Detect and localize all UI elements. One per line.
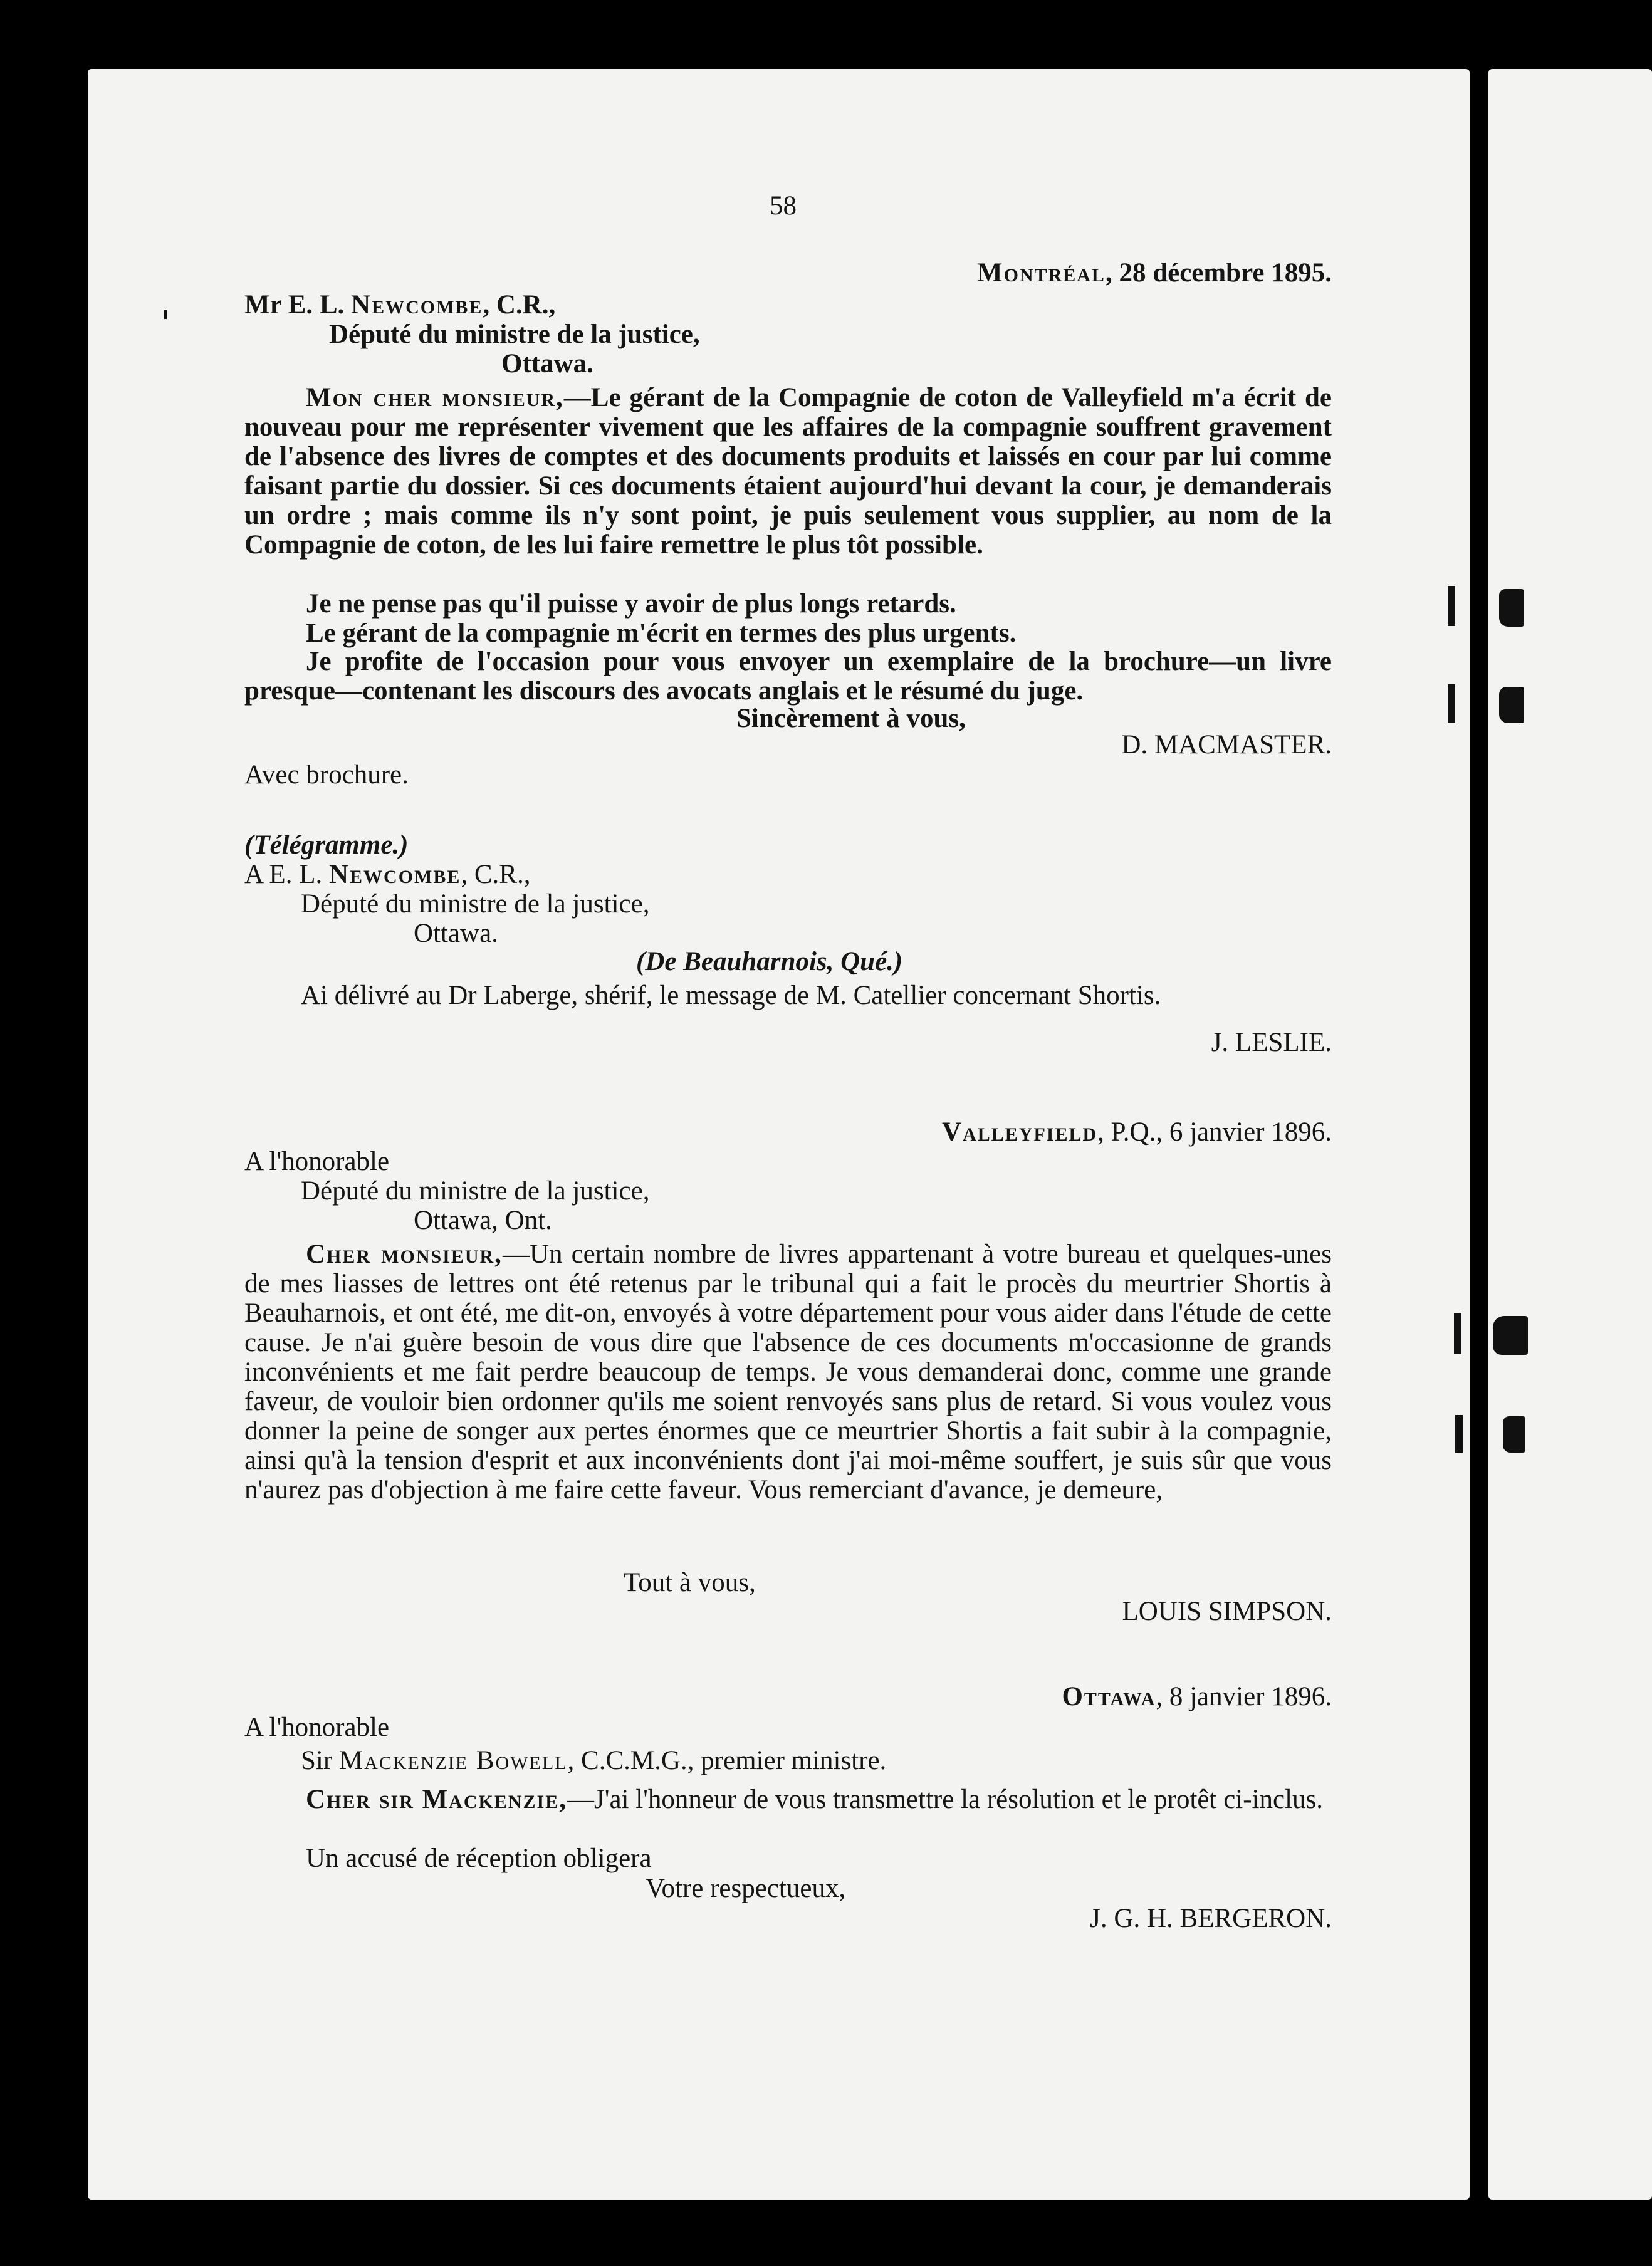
telegram-city: Ottawa. — [414, 919, 498, 948]
margin-mark — [1493, 1316, 1528, 1355]
letter2-body: —Un certain nombre de livres appartenant à votre bureau et quelques-unes de mes liasses de lettres ont été retenus par le tribunal qui a fait le procès du meurtrier Shortis à Beauharnois, et ont été, me dit-on, envoyés à votre département pour vous aider dans l'étude de cette cause. Je n'ai guère besoin de vous dire que l'absence de ces documents m'occasionne de grands inconvénients et me fait perdre beaucoup de temps. Je vous demanderai donc, comme une grande faveur, de vouloir bien ordonner qu'ils me soient renvoyés sans plus de retard. Si vous voulez vous donner la peine de songer aux pertes énormes que ce meurtrier Shortis a fait subir à la compagnie, ainsi qu'à la tension d'esprit et aux inconvénients dont j'ai moi-même souffert, je suis sûr que vous n'aurez pas d'objection à me faire cette faveur. Vous remerciant d'avance, je demeure, — [244, 1240, 1332, 1505]
margin-mark — [1503, 1416, 1525, 1453]
telegram-recipient-name: Newcombe — [328, 860, 461, 889]
letter1-p4: Je profite de l'occasion pour vous envoyer un exemplaire de la brochure—un livre presque—contenant les discours des avocats anglais et le résumé du juge. — [244, 647, 1332, 706]
letter3-addressee-prefix: Sir — [301, 1746, 339, 1775]
letter1-recipient — [244, 290, 555, 320]
telegram-role: Député du ministre de la justice, — [301, 889, 650, 919]
margin-mark — [1448, 586, 1455, 626]
page-number: 58 — [770, 191, 797, 221]
margin-mark — [1454, 1313, 1461, 1354]
adjacent-page-edge — [1488, 69, 1652, 2200]
letter1-place: Montréal — [976, 258, 1106, 288]
letter3-body: —J'ai l'honneur de vous transmettre la résolution et le protêt ci-inclus. — [567, 1785, 1324, 1814]
letter2-paragraph — [244, 1240, 1332, 1505]
letter3-dateline — [1062, 1682, 1332, 1711]
letter1-recipient-prefix: Mr E. L. — [244, 290, 352, 320]
telegram-signature: J. LESLIE. — [1211, 1028, 1332, 1057]
letter3-addressee — [301, 1746, 886, 1775]
letter1-enclosure: Avec brochure. — [244, 760, 409, 790]
letter1-signature: D. MACMASTER. — [1121, 730, 1332, 760]
letter1-date: , 28 décembre 1895. — [1105, 258, 1332, 288]
letter3-addressee-suffix: , C.C.M.G., premier ministre. — [567, 1746, 887, 1775]
letter3-salutation: Cher sir Mackenzie, — [306, 1785, 567, 1814]
margin-mark — [1448, 684, 1455, 723]
letter1-closing: Sincèrement à vous, — [736, 704, 966, 733]
letter3-closing: Votre respectueux, — [646, 1874, 846, 1903]
margin-mark — [1455, 1415, 1463, 1453]
letter3-date: , 8 janvier 1896. — [1156, 1682, 1332, 1711]
margin-mark — [164, 310, 167, 319]
letter3-place: Ottawa — [1062, 1682, 1156, 1711]
letter1-paragraph — [244, 383, 1332, 560]
letter1-p2: Je ne pense pas qu'il puisse y avoir de plus longs retards. — [306, 589, 956, 619]
letter2-signature: LOUIS SIMPSON. — [1122, 1597, 1332, 1626]
letter3-signature: J. G. H. BERGERON. — [1090, 1904, 1332, 1933]
telegram-body: Ai délivré au Dr Laberge, shérif, le message de M. Catellier concernant Shortis. — [301, 981, 1161, 1010]
letter1-city: Ottawa. — [501, 349, 593, 379]
letter1-role: Député du ministre de la justice, — [329, 320, 700, 349]
letter2-salutation: Cher monsieur, — [306, 1240, 503, 1269]
letter2-closing: Tout à vous, — [624, 1568, 756, 1597]
margin-mark — [1499, 589, 1524, 627]
letter1-dateline — [977, 258, 1332, 288]
telegram-origin: (De Beauharnois, Qué.) — [636, 947, 903, 976]
letter3-p2: Un accusé de réception obligera — [306, 1844, 652, 1873]
letter1-salutation: Mon cher monsieur, — [306, 383, 564, 412]
letter1-recipient-suffix: , C.R., — [483, 290, 556, 320]
letter1-p3: Le gérant de la compagnie m'écrit en termes des plus urgents. — [306, 619, 1017, 648]
telegram-recipient-suffix: , C.R., — [461, 860, 531, 889]
telegram-recipient — [244, 860, 531, 889]
telegram-recipient-prefix: A E. L. — [244, 860, 329, 889]
letter2-recipient: A l'honorable — [244, 1147, 390, 1176]
letter2-role: Député du ministre de la justice, — [301, 1176, 650, 1206]
letter2-city: Ottawa, Ont. — [414, 1206, 552, 1235]
letter3-recipient: A l'honorable — [244, 1713, 390, 1742]
telegram-label: (Télégramme.) — [244, 830, 409, 860]
letter1-body: —Le gérant de la Compagnie de coton de Valleyfield m'a écrit de nouveau pour me représenter vivement que les affaires de la compagnie souffrent gravement de l'absence des livres de comptes et des documents produits et laissés en cour par lui comme faisant partie du dossier. Si ces documents étaient aujourd'hui devant la cour, je demanderais un ordre ; mais comme ils n'y sont point, je puis seulement vous supplier, au nom de la Compagnie de coton, de les lui faire remettre le plus tôt possible. — [244, 383, 1332, 560]
margin-mark — [1499, 687, 1524, 723]
letter2-date: , P.Q., 6 janvier 1896. — [1097, 1117, 1332, 1147]
letter3-paragraph — [244, 1785, 1332, 1814]
letter3-addressee-name: Mackenzie Bowell — [338, 1746, 568, 1775]
letter2-dateline — [942, 1117, 1332, 1147]
letter1-recipient-name: Newcombe — [351, 290, 483, 320]
letter2-place: Valleyfield — [942, 1117, 1098, 1147]
